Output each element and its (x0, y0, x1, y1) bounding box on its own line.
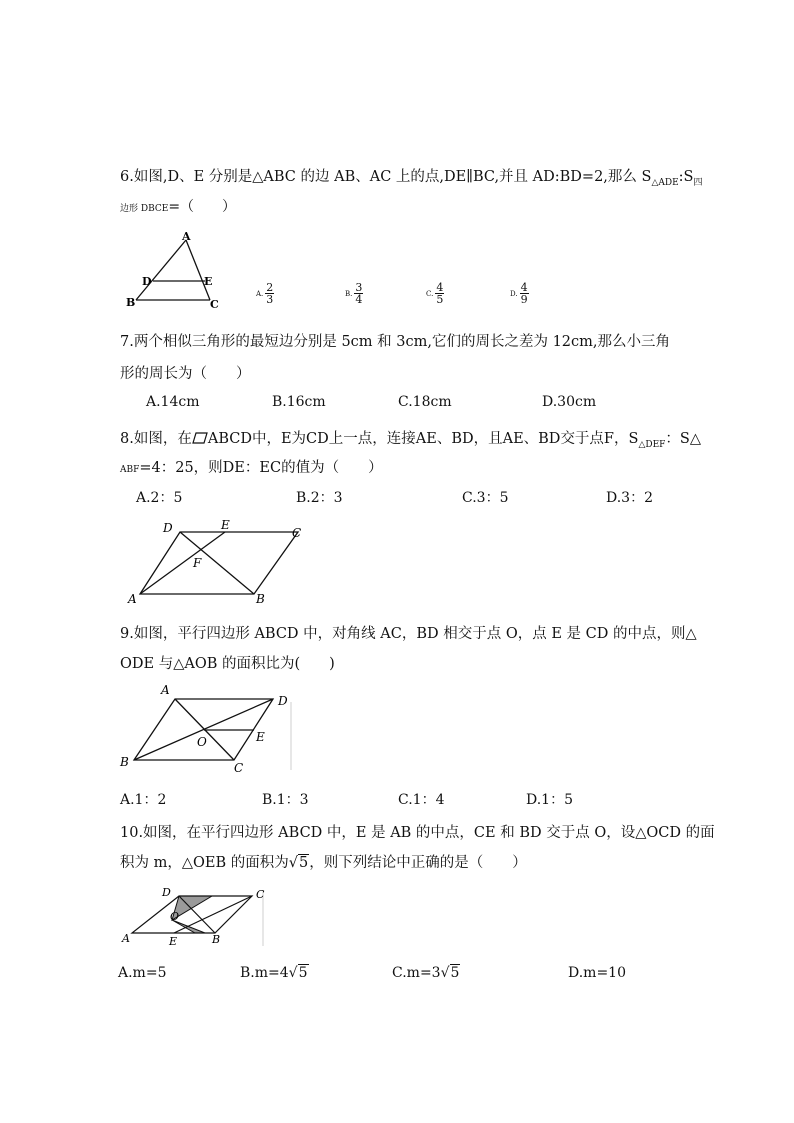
q6-label-b: B (126, 296, 136, 309)
parallelogram-icon (192, 432, 208, 444)
q8-segment-bd (180, 532, 254, 594)
q8-label-a: A (128, 592, 137, 606)
q8-segment-ae (140, 532, 225, 594)
q9-option-d[interactable]: D.1：5 (526, 792, 573, 808)
q6-stem-line1: 6.如图,D、E 分别是△ABC 的边 AB、AC 上的点,DE∥BC,并且 AD:BD=2,那么 $S_{\triangle ADE}:S_四$ (120, 169, 703, 188)
q6-label-e: E (204, 275, 213, 288)
q9-stem-line2: ODE 与△AOB 的面积比为( ) (120, 656, 335, 672)
q9-option-b[interactable]: B.1：3 (262, 792, 309, 808)
q7-option-c[interactable]: C.18cm (398, 394, 452, 410)
q10-label-e: E (169, 935, 178, 948)
q8-label-d: D (163, 521, 173, 535)
q7-option-a[interactable]: A.14cm (146, 394, 200, 410)
q10-option-a[interactable]: A.m=5 (118, 965, 167, 981)
q8-figure-parallelogram (124, 515, 314, 607)
q6-figure-triangle (120, 228, 230, 312)
q9-stem-line1: 9.如图，平行四边形 ABCD 中，对角线 AC，BD 相交于点 O，点 E 是 CD 的中点，则△ (120, 626, 697, 642)
q8-option-d[interactable]: D.3：2 (606, 490, 653, 506)
q8-label-c: C (292, 526, 302, 540)
q9-label-e: E (256, 730, 265, 744)
q6-side-ab (136, 240, 186, 300)
q6-label-c: C (210, 298, 219, 311)
q9-label-a: A (161, 683, 170, 697)
q6-option-c[interactable]: C. $\frac{4}{5}$ (426, 281, 444, 306)
q8-stem-line1: 8.如图，在 ABCD中，E为CD上一点，连接AE、BD，且AE、BD交于点F，$S_{\triangle DEF}$：S△ (120, 431, 701, 450)
q9-label-b: B (120, 755, 129, 769)
sqrt-icon: √5 (440, 965, 460, 981)
q10-stem-line1: 10.如图，在平行四边形 ABCD 中，E 是 AB 的中点，CE 和 BD 交于点 O，设△OCD 的面 (120, 825, 715, 841)
q8-option-c[interactable]: C.3：5 (462, 490, 509, 506)
sqrt-icon: √5 (288, 855, 309, 871)
q9-label-d: D (278, 694, 288, 708)
q10-label-a: A (122, 932, 130, 945)
q8-stem-line2: ABF=4：25，则DE：EC的值为（ ） (120, 460, 383, 476)
q8-option-a[interactable]: A.2：5 (136, 490, 183, 506)
q6-option-b[interactable]: B. $\frac{3}{4}$ (345, 281, 363, 306)
q9-label-c: C (234, 761, 244, 774)
q6-label-d: D (142, 275, 152, 288)
q10-figure-parallelogram (118, 884, 268, 950)
q6-option-a[interactable]: A. $\frac{2}{3}$ (256, 281, 274, 306)
q10-label-d: D (162, 886, 171, 899)
q9-figure-parallelogram (116, 682, 296, 774)
q6-side-ac (186, 240, 213, 300)
q7-stem-line2: 形的周长为（ ） (120, 366, 251, 382)
q9-option-a[interactable]: A.1：2 (120, 792, 167, 808)
q10-option-b[interactable]: B.m=4√5 (240, 965, 308, 981)
q10-option-c[interactable]: C.m=3√5 (392, 965, 460, 981)
q8-label-b: B (256, 592, 265, 606)
q7-option-b[interactable]: B.16cm (272, 394, 326, 410)
q6-label-a: A (182, 230, 191, 243)
q10-label-b: B (212, 933, 221, 946)
q9-option-c[interactable]: C.1：4 (398, 792, 445, 808)
q6-option-d[interactable]: D. $\frac{4}{9}$ (510, 281, 528, 306)
q6-stem-line2: 边形 DBCE=（ ） (120, 199, 237, 215)
q7-stem-line1: 7.两个相似三角形的最短边分别是 5cm 和 3cm,它们的周长之差为 12cm,那么小三角 (120, 334, 670, 350)
q9-label-o: O (197, 735, 207, 749)
q10-label-c: C (256, 888, 265, 901)
q7-option-d[interactable]: D.30cm (542, 394, 597, 410)
q8-option-b[interactable]: B.2：3 (296, 490, 343, 506)
q8-label-f: F (193, 556, 202, 570)
q10-label-o: O (170, 910, 180, 923)
q10-option-d[interactable]: D.m=10 (568, 965, 626, 981)
q10-stem-line2: 积为 m，△OEB 的面积为√5，则下列结论中正确的是（ ） (120, 855, 527, 871)
q8-parallelogram-abcd (140, 532, 298, 594)
q8-label-e: E (221, 518, 230, 532)
sqrt-icon: √5 (288, 965, 308, 981)
